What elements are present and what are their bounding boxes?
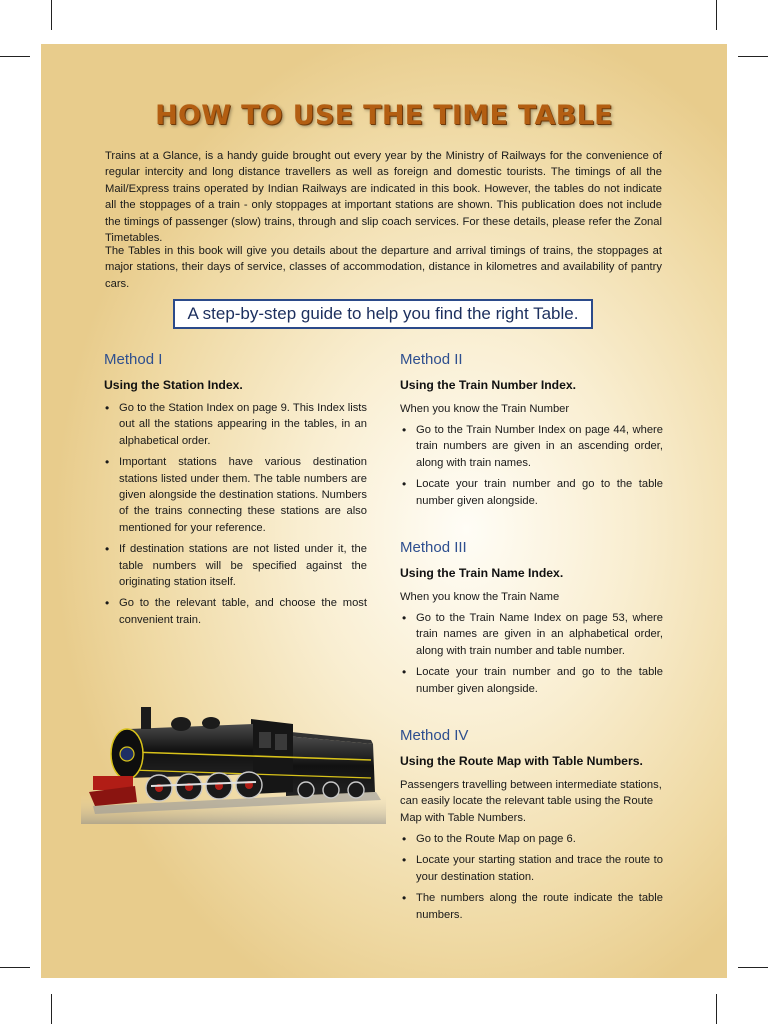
- method-4-title: Method IV: [400, 727, 469, 744]
- list-item: • Go to the Route Map on page 6.: [402, 831, 663, 847]
- method-2-steps: [402, 422, 663, 514]
- document-page: [41, 44, 727, 978]
- intro-paragraph-1: Trains at a Glance, is a handy guide brought out every year by the Ministry of Railways for the convenience of regular intercity and long distance travellers as well as foreign and domestic tourists. The timings of all the Mail/Express trains operated by Indian Railways are indicated in this book. However, the tables do not indicate all the stoppages of a train - only stoppages at important stations are shown. This publication does not include the timings of passenger (slow) trains, through and slip coach services. For these details, please refer the Zonal Timetables.: [105, 150, 662, 245]
- crop-mark: [51, 0, 52, 30]
- method-2-subtitle: Using the Train Number Index.: [400, 378, 577, 392]
- method-4-subtitle: Using the Route Map with Table Numbers.: [400, 754, 643, 768]
- crop-mark: [0, 56, 30, 57]
- crop-mark: [716, 994, 717, 1024]
- list-item: • Go to the Train Number Index on page 44, where train numbers are given in an ascending order, along with train names.: [402, 422, 663, 471]
- method-3-title: Method III: [400, 539, 467, 556]
- steam-locomotive-image: [81, 674, 386, 824]
- list-item: • Locate your train number and go to the table number given alongside.: [402, 664, 663, 697]
- method-1-subtitle: Using the Station Index.: [104, 378, 243, 392]
- method-4-steps: [402, 831, 663, 928]
- list-item: • Go to the Station Index on page 9. This Index lists out all the stations appearing in the tables, in an alphabetical order.: [105, 400, 367, 449]
- method-2-lead: When you know the Train Number: [400, 403, 570, 415]
- list-item: • The numbers along the route indicate the table numbers.: [402, 890, 663, 923]
- crop-mark: [738, 967, 768, 968]
- list-item: • Locate your train number and go to the table number given alongside.: [402, 476, 663, 509]
- list-item: • Locate your starting station and trace the route to your destination station.: [402, 852, 663, 885]
- list-item: • Go to the relevant table, and choose the most convenient train.: [105, 595, 367, 628]
- method-4-lead: Passengers travelling between intermediate stations, can easily locate the relevant table using the Route Map with Table Numbers.: [400, 779, 662, 824]
- method-3-steps: [402, 610, 663, 702]
- method-2-title: Method II: [400, 351, 463, 368]
- intro-paragraph-2: The Tables in this book will give you details about the departure and arrival timings of trains, the stoppages at major stations, their days of service, classes of accommodation, distance in kilometres and availability of pantry cars.: [105, 245, 662, 290]
- list-item: • Important stations have various destination stations listed under them. The table numbers are given alongside the destination stations. Numbers of the trains connecting these stations are also mentioned for your reference.: [105, 454, 367, 536]
- guide-box: A step-by-step guide to help you find the right Table.: [173, 299, 593, 329]
- method-1-steps: [105, 400, 367, 633]
- list-item: • If destination stations are not listed under it, the table numbers will be specified against the originating station itself.: [105, 541, 367, 590]
- crop-mark: [716, 0, 717, 30]
- list-item: • Go to the Train Name Index on page 53, where train names are given in an alphabetical order, along with train number and table number.: [402, 610, 663, 659]
- method-1-title: Method I: [104, 351, 163, 368]
- page-title: HOW TO USE THE TIME TABLE: [155, 100, 613, 131]
- crop-mark: [0, 967, 30, 968]
- method-3-subtitle: Using the Train Name Index.: [400, 566, 564, 580]
- crop-mark: [51, 994, 52, 1024]
- crop-mark: [738, 56, 768, 57]
- method-3-lead: When you know the Train Name: [400, 591, 560, 603]
